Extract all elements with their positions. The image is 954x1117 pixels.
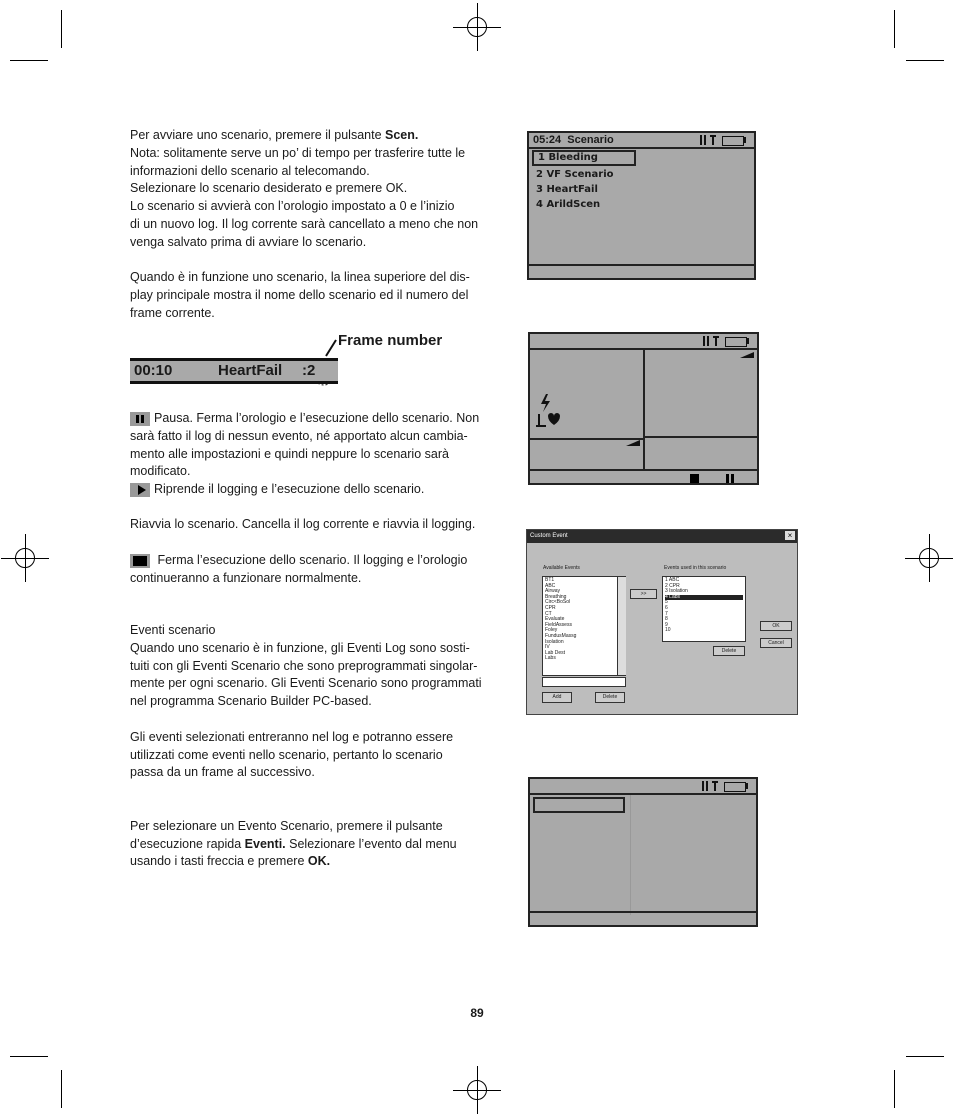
stop-icon	[130, 554, 150, 568]
crop-mark	[61, 10, 62, 48]
frame-number: :2	[302, 362, 316, 379]
status-icons	[703, 336, 751, 346]
available-event-item[interactable]: CPR	[545, 604, 556, 611]
crop-mark	[894, 10, 895, 48]
screen-footer	[529, 264, 754, 278]
available-event-item[interactable]: Circ<BoSol	[545, 599, 571, 606]
used-event-item[interactable]: 8	[665, 616, 668, 623]
vertical-divider	[643, 350, 645, 471]
new-event-input[interactable]	[542, 677, 626, 687]
registration-mark	[1, 534, 49, 582]
status-icons	[702, 781, 750, 791]
crop-mark	[61, 1070, 62, 1108]
close-icon[interactable]: ×	[785, 531, 795, 540]
add-button[interactable]: Add	[542, 692, 572, 703]
page-number: 89	[470, 1006, 484, 1020]
used-event-item[interactable]: 7	[665, 610, 668, 617]
scenario-item-3[interactable]: 3 HeartFail	[536, 184, 598, 195]
available-event-item[interactable]: ABC	[545, 582, 556, 589]
crop-mark	[10, 60, 48, 61]
crop-mark	[906, 1056, 944, 1057]
play-icon	[130, 483, 150, 497]
available-event-item[interactable]: CT	[545, 610, 552, 617]
pause-icon	[726, 474, 734, 483]
scenario-screen	[527, 131, 756, 280]
crop-mark	[10, 1056, 48, 1057]
screen-footer	[530, 469, 757, 483]
pause-text: Pausa. Ferma l’orologio e l’esecuzione dello scenario. Non sarà fatto il log di nessun evento, né apportato alcun cambia- mento alle impostazioni e quindi neppure lo scenario sarà modificato. Riprende il logging e l’esecuzione dello scenario.	[130, 411, 480, 497]
status-icons	[700, 135, 748, 145]
panel-divider	[630, 795, 631, 915]
main-display-screen	[528, 332, 759, 485]
available-event-item[interactable]: Foley	[545, 627, 558, 634]
used-event-item[interactable]: 3 Isolation	[665, 588, 688, 595]
signal-ramp-icon	[740, 352, 754, 358]
screen-footer	[530, 911, 756, 925]
used-event-item[interactable]: 5	[665, 599, 668, 606]
registration-mark	[905, 534, 953, 582]
scrollbar[interactable]	[617, 577, 626, 675]
used-event-item[interactable]: 9	[665, 621, 668, 628]
delete-right-button[interactable]: Delete	[713, 646, 745, 656]
pause-icon	[130, 412, 150, 426]
frame-number-callout: Frame number	[338, 332, 443, 349]
event-select-screen	[528, 777, 758, 927]
scenario-screen-header: 05:24 Scenario	[529, 133, 754, 149]
horizontal-divider-right	[645, 436, 757, 438]
scenario-item-4[interactable]: 4 ArildScen	[536, 199, 601, 210]
available-event-item[interactable]: Airway	[545, 588, 561, 595]
intro-text: Per avviare uno scenario, premere il pulsante Scen. Nota: solitamente serve un po’ di tempo per trasferire tutte le informazioni dello scenario al telecomando. Selezionare lo scenario desiderato e premere OK. Lo scenario si avvierà con l’orologio impostato a 0 e l’inizio di un nuovo log. Il log corrente sarà cancellato a meno che non venga salvato prima di avviare lo scenario.	[130, 128, 479, 249]
available-event-item[interactable]: Labs	[545, 655, 556, 662]
stop-icon	[690, 474, 699, 483]
stop-text: Ferma l’esecuzione dello scenario. Il logging e l’orologio continueranno a funzionare normalmente.	[130, 553, 468, 585]
registration-mark	[453, 1066, 501, 1114]
scenario-item-1[interactable]: 1 Bleeding	[532, 150, 636, 166]
ok-button[interactable]: OK	[760, 621, 792, 631]
crop-mark	[894, 1070, 895, 1108]
crop-mark	[906, 60, 944, 61]
running-text: Quando è in funzione uno scenario, la linea superiore del dis- play principale mostra il nome dello scenario ed il numero del frame corrente.	[130, 270, 470, 320]
used-event-item[interactable]: 4 Labs	[665, 595, 743, 601]
used-event-item[interactable]: 6	[665, 604, 668, 611]
frame-scenario-name: HeartFail	[218, 362, 283, 379]
events-text: Eventi scenario Quando uno scenario è in funzione, gli Eventi Log sono sosti- tuiti con gli Eventi Scenario che sono preprogrammati singolar- mente per ogni scenario. Gli Eventi Scenario sono programmati nel programma Scenario Builder PC-based. Gli eventi selezionati entreranno nel log e potranno essere utilizzati come eventi nello scenario, pertanto lo scenario passa da un frame al successivo. Per selezionare un Evento Scenario, premere il pulsante d’esecuzione rapida Eventi. Selezionare l’evento dal menu usando i tasti freccia e premere OK.	[130, 623, 482, 869]
used-events-label: Events used in this scenario	[664, 565, 727, 571]
scenario-item-2[interactable]: 2 VF Scenario	[536, 169, 614, 180]
custom-event-dialog	[526, 529, 798, 715]
event-selection-box[interactable]	[533, 797, 625, 813]
used-events-list[interactable]	[662, 576, 746, 642]
scenario-frame-bar	[130, 358, 338, 384]
dialog-title-bar	[527, 530, 797, 543]
available-event-item[interactable]: IV	[545, 644, 550, 651]
frame-time: 00:10	[134, 362, 173, 379]
available-events-list[interactable]	[542, 576, 626, 676]
available-event-item[interactable]: Isolation	[545, 638, 564, 645]
available-event-item[interactable]: FundusMassg	[545, 632, 577, 639]
available-events-label: Available Events	[543, 565, 580, 571]
available-event-item[interactable]: FieldAssess	[545, 621, 572, 628]
used-event-item[interactable]: 10	[665, 627, 671, 634]
delete-left-button[interactable]: Delete	[595, 692, 625, 703]
available-event-item[interactable]: Evaluate	[545, 616, 565, 623]
move-button[interactable]: >>	[630, 589, 657, 599]
available-event-item[interactable]: BT1	[545, 577, 555, 583]
dialog-title: Custom Event	[530, 533, 568, 539]
registration-mark	[453, 3, 501, 51]
cancel-button[interactable]: Cancel	[760, 638, 792, 648]
signal-ramp-icon	[626, 440, 640, 446]
used-event-item[interactable]: 2 CPR	[665, 582, 680, 589]
available-event-item[interactable]: Lab Dest	[545, 649, 566, 656]
restart-text: Riavvia lo scenario. Cancella il log corrente e riavvia il logging.	[130, 517, 476, 531]
available-event-item[interactable]: Breathing	[545, 593, 567, 600]
used-event-item[interactable]: 1 ABC	[665, 577, 680, 583]
defib-heart-icon	[536, 392, 562, 428]
